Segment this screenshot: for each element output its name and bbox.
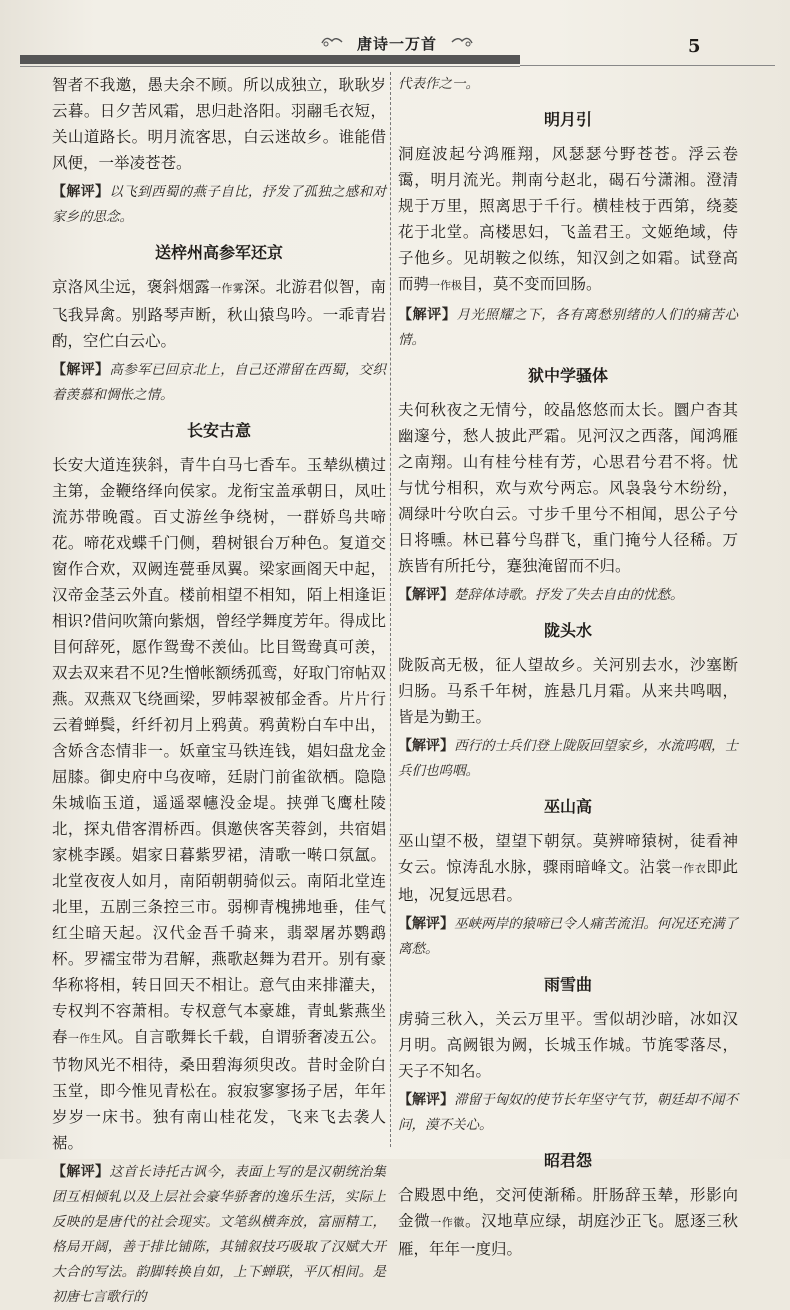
book-title: 唐诗一万首 <box>356 34 437 53</box>
poem-body: 陇阪高无极，征人望故乡。关河别去水，沙塞断归肠。马系千年树，旌悬几月霜。从来共鸣咽，皆是为勤王。 <box>398 656 738 726</box>
poem-title: 明月引 <box>543 110 592 129</box>
poem-continuation: 智者不我邀，愚夫余不顾。所以成独立，耿耿岁云暮。日夕苦风霜，思归赴洛阳。羽翮毛衣短，关山道路长。明月流客思，白云迷故乡。谁能借风便，一举凌苍苍。 <box>52 76 386 172</box>
right-column <box>398 72 738 1262</box>
poem-title: 长安古意 <box>186 421 251 440</box>
annotation-text: 巫峡两岸的猿啼已令人痛苦流泪。何况还充满了离愁。 <box>398 916 739 957</box>
annotation-text: 西行的士兵们登上陇阪回望家乡，水流呜咽，士兵们也呜咽。 <box>398 738 739 779</box>
annotation-tag: 【解评】 <box>52 362 110 378</box>
poem-body <box>398 828 738 908</box>
annotation <box>398 1088 738 1138</box>
poem-text: 即此地，况复远思君。 <box>398 858 738 904</box>
poem-text: 京洛风尘远，褒斜烟露 <box>52 278 211 296</box>
poem-body <box>52 274 386 354</box>
poem-title: 陇头水 <box>543 621 592 640</box>
variant-note: 一作徽 <box>430 1216 465 1229</box>
annotation-tag: 【解评】 <box>398 738 455 754</box>
annotation-text: 以飞到西蜀的燕子自比，抒发了孤独之感和对家乡的思念。 <box>52 184 387 225</box>
poem-title: 狱中学骚体 <box>527 366 608 385</box>
poem-body: 夫何秋夜之无情兮，皎晶悠悠而太长。圜户杳其幽邃兮，愁人披此严霜。见河汉之西落，闻鸿雁之南翔。山有桂兮桂有芳，心思君兮君不将。忧与忧兮相积，欢与欢兮两忘。风袅袅兮木纷纷，凋绿叶兮吹白云。寸步千里兮不相闻，思公子兮日将曛。林已暮兮鸟群飞，重门掩兮人径稀。万族皆有所托兮，蹇独淹留而不归。 <box>398 401 738 575</box>
poem-body <box>398 1182 738 1262</box>
poem-text: 风。自言歌舞长千载，自谓骄奢凌五公。节物风光不相待，桑田碧海须臾改。昔时金阶白玉堂，即今惟见青松在。寂寂寥寥扬子居，年年岁岁一床书。独有南山桂花发，飞来飞去袭人裾。 <box>52 1028 386 1152</box>
column-divider <box>390 72 391 1147</box>
poem-text: 洞庭波起兮鸿雁翔，风瑟瑟兮野苍苍。浮云卷霭，明月流光。荆南兮赵北，碣石兮潇湘。澄清规于万里，照离思于千行。横桂枝于西第，绕菱花于北堂。高楼思妇，飞盖君王。文姬绝域，侍子他乡。见胡鞍之似练，知汉剑之如霜。试登高而骋 <box>398 145 738 293</box>
header-thick-rule <box>20 55 520 64</box>
annotation <box>52 1160 386 1310</box>
annotation-text: 月光照耀之下，各有离愁别绪的人们的痛苦心情。 <box>398 307 739 348</box>
poem-body <box>398 141 738 299</box>
annotation-tag: 【解评】 <box>398 587 454 603</box>
variant-note: 一作雾 <box>210 282 245 295</box>
annotation <box>398 303 738 353</box>
poem-text: 巫山望不极，望望下朝氛。莫辨啼猿树，徒看神女云。惊涛乱水脉，骤雨暗峰文。沾裳 <box>398 832 738 876</box>
annotation-tag: 【解评】 <box>52 1164 110 1180</box>
poem-title: 雨雪曲 <box>543 975 592 994</box>
annotation-text: 高参军已回京北上，自己还滞留在西蜀，交织着羡慕和惆怅之情。 <box>52 362 387 403</box>
annotation-text: 楚辞体诗歌。抒发了失去自由的忧愁。 <box>454 587 684 603</box>
poem-text: 合殿恩中绝，交河使渐稀。肝肠辞玉辇，形影向金微 <box>398 1186 738 1230</box>
annotation-text: 这首长诗托古讽今，表面上写的是汉朝统治集团互相倾轧以及上层社会豪华骄奢的逸乐生活，实际上反映的是唐代的社会现实。文笔纵横奔放，富丽精工，格局开阔，善于排比铺陈，其铺叙技巧吸取了汉赋大开大合的写法。韵脚转换自如，上下蝉联，平仄相间。是初唐七言歌行的 <box>52 1164 387 1305</box>
poem-title: 送梓州高参军还京 <box>154 243 283 262</box>
poem-text: 。汉地草应绿，胡庭沙正飞。愿逐三秋雁，年年一度归。 <box>398 1212 738 1258</box>
annotation <box>398 734 738 784</box>
header-thin-rule <box>20 66 520 67</box>
annotation-tag: 【解评】 <box>52 184 110 200</box>
poem-text: 目，莫不变而回肠。 <box>462 275 602 293</box>
running-header <box>20 8 780 68</box>
poem-title: 巫山高 <box>543 797 592 816</box>
annotation-tag: 【解评】 <box>398 307 457 323</box>
left-column <box>52 72 386 1310</box>
poem-text: 深。北游君似智，南飞我异禽。别路琴声断，秋山猿鸟吟。一乖青岩酌，空伫白云心。 <box>52 278 386 350</box>
annotation-text: 滞留于匈奴的使节长年坚守气节，朝廷却不闻不问，漠不关心。 <box>398 1092 739 1133</box>
variant-note: 一作极 <box>429 279 463 292</box>
page-number: 5 <box>688 36 701 57</box>
variant-note: 一作衣 <box>671 862 707 875</box>
annotation-tag: 【解评】 <box>398 916 455 932</box>
poem-title: 昭君怨 <box>543 1151 592 1170</box>
annotation-tag: 【解评】 <box>398 1092 455 1108</box>
annotation <box>52 180 386 230</box>
annotation-continuation: 代表作之一。 <box>398 76 479 92</box>
variant-note: 一作生 <box>67 1032 102 1045</box>
poem-body <box>52 452 386 1156</box>
cloud-ornament-right-icon <box>450 33 474 49</box>
poem-body: 虏骑三秋入，关云万里平。雪似胡沙暗，冰如汉月明。高阙银为阙，长城玉作城。节旄零落尽，天子不知名。 <box>398 1010 738 1080</box>
annotation <box>398 912 738 962</box>
poem-text: 长安大道连狭斜，青牛白马七香车。玉辇纵横过主第，金鞭络绎向侯家。龙衔宝盖承朝日，凤吐流苏带晚霞。百丈游丝争绕树，一群娇鸟共啼花。啼花戏蝶千门侧，碧树银台万种色。复道交窗作合欢，双阙连甍垂凤翼。梁家画阁天中起，汉帝金茎云外直。楼前相望不相知，陌上相逢讵相识?借问吹箫向紫烟，曾经学舞度芳年。得成比目何辞死，愿作鸳鸯不羡仙。比目鸳鸯真可羡，双去双来君不见?生憎帐额绣孤鸾，好取门帘帖双燕。双燕双飞绕画梁，罗帏翠被郁金香。片片行云着蝉鬓，纤纤初月上鸦黄。鸦黄粉白车中出，含娇含态情非一。妖童宝马铁连钱，娼妇盘龙金屈膝。御史府中乌夜啼，廷尉门前雀欲栖。隐隐朱城临玉道，遥遥翠幰没金堤。挟弹飞鹰杜陵北，探丸借客渭桥西。俱邀侠客芙蓉剑，共宿娼家桃李蹊。娼家日暮紫罗裙，清歌一啭口氛氲。北堂夜夜人如月，南陌朝朝骑似云。南陌北堂连北里，五剧三条控三市。弱柳青槐拂地垂，佳气红尘暗天起。汉代金吾千骑来，翡翠屠苏鹦鹉杯。罗襦宝带为君解，燕歌赵舞为君开。别有豪华称将相，转日回天不相让。意气由来排灌夫，专权判不容萧相。专权意气本豪雄，青虬紫燕坐春 <box>52 456 386 1046</box>
annotation <box>398 583 738 608</box>
header-right-rule <box>520 65 775 66</box>
annotation <box>52 358 386 408</box>
